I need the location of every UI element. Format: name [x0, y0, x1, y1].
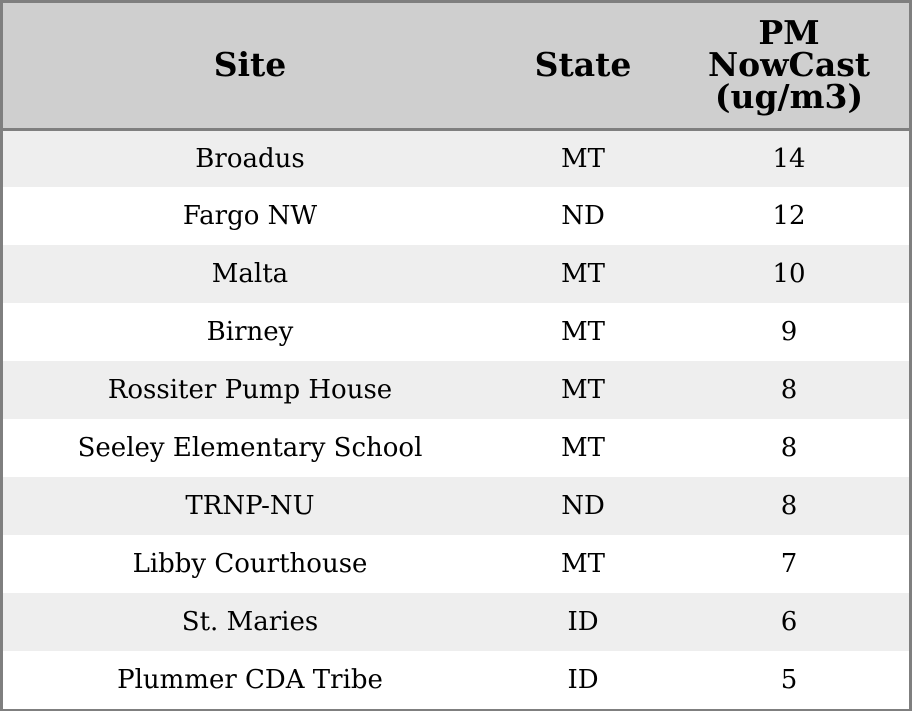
table-row — [3, 129, 909, 187]
pm-value-cell: 12 — [772, 201, 806, 231]
site-cell: Plummer CDA Tribe — [117, 665, 383, 695]
table-row — [3, 419, 909, 477]
state-cell: ID — [567, 665, 599, 695]
pm-value-cell: 5 — [780, 665, 798, 695]
pm-value-cell: 6 — [780, 607, 798, 637]
site-cell: TRNP-NU — [185, 491, 315, 521]
pm-value-cell: 10 — [772, 259, 806, 289]
table-row — [3, 477, 909, 535]
state-cell: MT — [561, 375, 605, 405]
state-cell: MT — [561, 317, 605, 347]
table-row — [3, 361, 909, 419]
table-row — [3, 303, 909, 361]
site-cell: Birney — [206, 317, 294, 347]
pm-nowcast-table — [3, 3, 909, 709]
state-cell: ND — [561, 201, 605, 231]
table-row — [3, 535, 909, 593]
table-header — [3, 3, 909, 129]
site-cell: Seeley Elementary School — [77, 433, 423, 463]
pm-value-cell: 8 — [780, 491, 798, 521]
site-cell: Broadus — [195, 143, 305, 174]
state-cell: ND — [561, 491, 605, 521]
column-header-pm — [669, 3, 909, 129]
site-cell: St. Maries — [181, 607, 319, 637]
table-row — [3, 651, 909, 709]
column-header-pm-line: PM — [758, 13, 820, 53]
site-cell: Rossiter Pump House — [107, 375, 393, 405]
site-cell: Libby Courthouse — [132, 549, 368, 579]
table-body — [3, 129, 909, 709]
site-cell: Fargo NW — [182, 201, 318, 231]
state-cell: MT — [561, 433, 605, 463]
column-header-site: Site — [3, 3, 497, 129]
table-row — [3, 187, 909, 245]
site-cell: Malta — [211, 259, 289, 289]
header-row — [3, 3, 909, 129]
pm-value-cell: 9 — [780, 317, 798, 347]
state-cell: ID — [567, 607, 599, 637]
table-row — [3, 245, 909, 303]
column-header-pm-line: (ug/m3) — [714, 77, 864, 117]
pm-value-cell: 14 — [772, 143, 806, 174]
state-cell: MT — [561, 259, 605, 289]
state-cell: MT — [561, 549, 605, 579]
column-header-pm-line: NowCast — [707, 45, 871, 85]
pm-value-cell: 8 — [780, 375, 798, 405]
table-row — [3, 593, 909, 651]
state-cell: MT — [561, 143, 605, 174]
pm-value-cell: 7 — [780, 549, 798, 579]
pm-value-cell: 8 — [780, 433, 798, 463]
column-header-state: State — [497, 3, 669, 129]
